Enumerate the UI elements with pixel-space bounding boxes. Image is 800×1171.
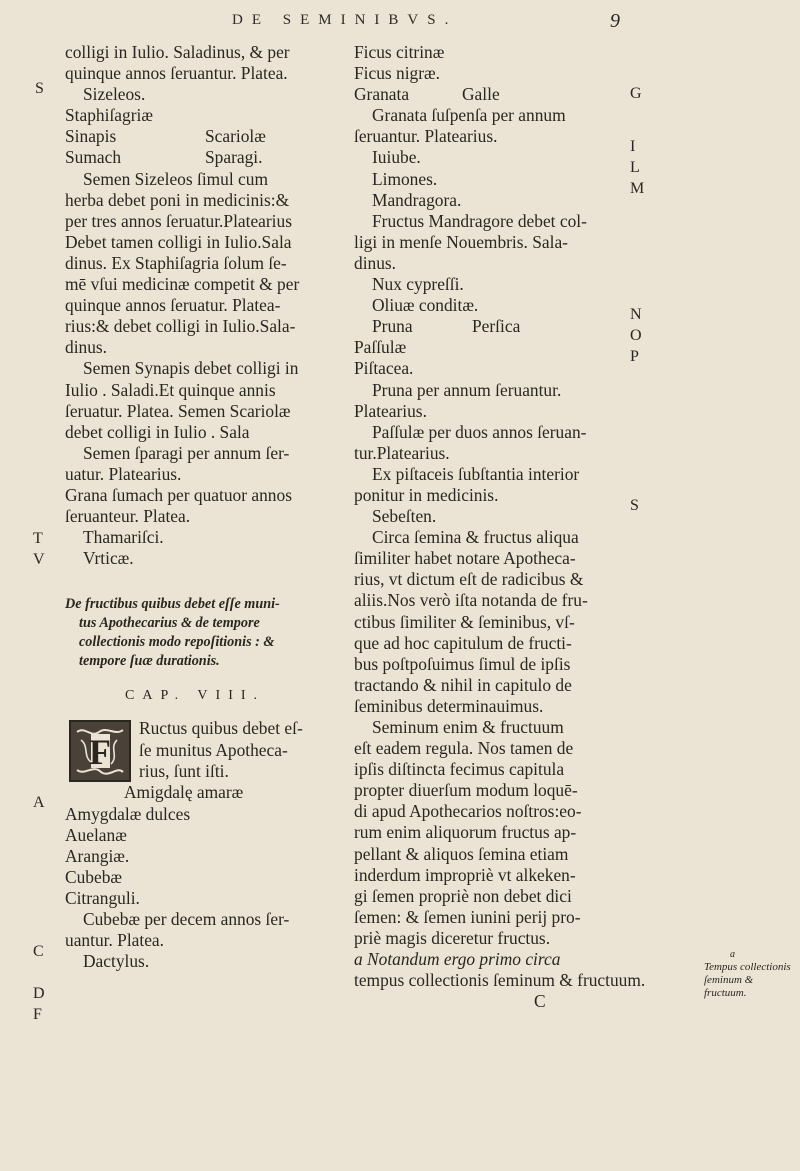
- margin-letter: P: [630, 348, 639, 365]
- text-line: tempus collectionis ſeminum & fructuum.: [354, 970, 646, 991]
- text-line: pellant & aliquos ſemina etiam: [354, 843, 569, 864]
- decorated-initial-art: [71, 722, 129, 780]
- text-line: ligi in menſe Nouembris. Sala-: [354, 231, 568, 252]
- margin-note-text: Tempus collectionis ſeminum & fructuum.: [704, 961, 791, 999]
- text-line: [65, 126, 337, 147]
- text-line: Ex piſtaceis ſubſtantia interior: [372, 463, 580, 484]
- text-line: Auelanæ: [65, 824, 127, 845]
- text-line: Fructus Mandragore debet col-: [372, 210, 587, 231]
- text-line: eſt eadem regula. Nos tamen de: [354, 738, 574, 759]
- chapter-heading-line: De fructibus quibus debet eſſe muni-: [65, 596, 280, 613]
- text-line: dinus.: [354, 252, 397, 273]
- text-line: ipſis diſtincta fecimus capitula: [354, 759, 565, 780]
- text-line: uantur. Platea.: [65, 930, 165, 951]
- margin-letter: I: [630, 138, 636, 155]
- text-line: rius:& debet colligi in Iulio.Sala-: [65, 316, 296, 337]
- text-line: [354, 84, 624, 105]
- text-line: a Notandum ergo primo circa: [354, 949, 561, 970]
- text-line: Citranguli.: [65, 887, 140, 908]
- text-line: debet colligi in Iulio . Sala: [65, 421, 250, 442]
- margin-letter: G: [630, 85, 642, 102]
- text-line: Sizeleos.: [83, 84, 146, 105]
- text-line: Circa ſemina & fructus aliqua: [372, 527, 579, 548]
- text-line: Ructus quibus debet eſ-: [139, 718, 303, 739]
- margin-letter: F: [33, 1006, 42, 1023]
- text-line: Ficus nigræ.: [354, 63, 440, 84]
- text-line: Cubebæ per decem annos ſer-: [83, 909, 290, 929]
- text-line: Sebeſten.: [372, 506, 437, 527]
- text-line: Amygdalæ dulces: [65, 803, 191, 824]
- text-line: ctibus ſimiliter & ſeminibus, vſ-: [354, 611, 575, 632]
- text-line: Vrticæ.: [83, 548, 134, 569]
- chapter-heading-line: collectionis modo repoſitionis : &: [79, 634, 275, 651]
- margin-letter: S: [35, 80, 44, 97]
- margin-letter: M: [630, 180, 645, 197]
- text-line: Limones.: [372, 168, 438, 189]
- text-line: Platearius.: [354, 400, 427, 421]
- text-line: rius, vt dictum eſt de radicibus &: [354, 569, 584, 590]
- text-line: Paſſulæ per duos annos ſeruan-: [372, 421, 587, 442]
- text-line: Pruna per annum ſeruantur.: [372, 379, 562, 400]
- margin-letter: T: [33, 530, 43, 547]
- list-item: Pruna: [372, 316, 413, 337]
- text-line: bus poſtpoſuimus ſimul de ipſis: [354, 653, 571, 674]
- text-line: Ficus citrinæ: [354, 42, 445, 62]
- text-line: priè magis diceretur fructus.: [354, 927, 551, 948]
- text-line: Iulio . Saladi.Et quinque annis: [65, 379, 276, 400]
- margin-letter: N: [630, 306, 642, 323]
- text-line: ſe munitus Apotheca-: [139, 739, 288, 760]
- chapter-body: [65, 718, 337, 972]
- margin-note-mark: a: [730, 949, 735, 960]
- text-line: per tres annos ſeruatur.Platearius: [65, 210, 292, 231]
- text-line: uatur. Platearius.: [65, 463, 182, 484]
- text-line: tractando & nihil in capitulo de: [354, 674, 572, 695]
- margin-letter: D: [33, 985, 45, 1002]
- margin-letter: A: [33, 794, 45, 811]
- text-line: Arangiæ.: [65, 845, 130, 866]
- text-line: gi ſemen propriè non debet dici: [354, 885, 572, 906]
- list-item: Sinapis: [65, 126, 117, 147]
- text-line: ſeruanteur. Platea.: [65, 506, 191, 527]
- text-line: tur.Platearius.: [354, 442, 450, 463]
- text-line: mē vſui medicinæ competit & per: [65, 274, 300, 295]
- margin-letter: C: [33, 943, 44, 960]
- initial-letter: F: [89, 732, 111, 773]
- text-line: Piſtacea.: [354, 358, 414, 379]
- right-column: [354, 42, 646, 1012]
- margin-letter: S: [630, 497, 639, 514]
- text-line: rius, ſunt iſti.: [139, 760, 229, 781]
- text-line: dinus.: [65, 337, 108, 358]
- catchword: C: [534, 991, 546, 1012]
- left-column: [65, 42, 337, 972]
- margin-letter: O: [630, 327, 642, 344]
- text-line: Nux cypreſſi.: [372, 274, 464, 295]
- text-line: aliis.Nos verò iſta notanda de fru-: [354, 590, 588, 611]
- text-line: Paſſulæ: [354, 337, 407, 358]
- text-line: Seminum enim & fructuum: [372, 717, 564, 737]
- text-line: colligi in Iulio. Saladinus, & per: [65, 42, 290, 62]
- list-item: Granata: [354, 84, 410, 105]
- decorated-initial: [69, 720, 131, 782]
- page-number: 9: [610, 10, 620, 32]
- margin-note: [704, 948, 794, 1000]
- running-head: DE SEMINIBVS.: [232, 12, 458, 28]
- text-line: ſeminibus determinauimus.: [354, 695, 544, 716]
- page-header: [0, 10, 800, 36]
- text-line: ponitur in medicinis.: [354, 484, 499, 505]
- text-line: que ad hoc capitulum de fructi-: [354, 632, 572, 653]
- text-line: Semen ſparagi per annum ſer-: [83, 442, 290, 463]
- chapter-label: CAP. VIII.: [125, 688, 266, 704]
- text-line: ſimiliter habet notare Apotheca-: [354, 548, 576, 569]
- margin-letter: L: [630, 159, 640, 176]
- chapter-heading-line: tempore ſuæ durationis.: [79, 653, 220, 670]
- list-item: Perſica: [472, 316, 521, 337]
- text-line: Debet tamen colligi in Iulio.Sala: [65, 231, 292, 252]
- text-line: Thamariſci.: [83, 527, 164, 548]
- text-line: Granata ſuſpenſa per annum: [372, 105, 566, 126]
- list-item: Scariolæ: [205, 126, 266, 147]
- text-line: Oliuæ conditæ.: [372, 295, 479, 316]
- text-line: Amigdalę amaræ: [124, 782, 244, 803]
- margin-letter: V: [33, 551, 45, 568]
- text-line: Dactylus.: [83, 951, 150, 972]
- text-line: Cubebæ: [65, 866, 123, 887]
- text-line: propter diuerſum modum loquē-: [354, 780, 578, 801]
- text-line: Staphiſagriæ: [65, 105, 153, 126]
- chapter-heading-line: tus Apothecarius & de tempore: [79, 615, 260, 632]
- list-item: Sparagi.: [205, 147, 263, 168]
- text-line: quinque annos ſeruatur. Platea-: [65, 295, 281, 316]
- text-line: di apud Apothecarios noſtros:eo-: [354, 801, 582, 822]
- text-line: ſemen: & ſemen iunini perij pro-: [354, 906, 581, 927]
- text-line: [354, 316, 624, 337]
- text-line: Mandragora.: [372, 189, 462, 210]
- list-item: Galle: [462, 84, 500, 105]
- text-line: Semen Synapis debet colligi in: [83, 358, 299, 379]
- text-line: [65, 147, 337, 168]
- text-line: rum enim aliquorum fructus ap-: [354, 822, 577, 843]
- text-line: herba debet poni in medicinis:&: [65, 189, 290, 210]
- text-line: inderdum impropriè vt alkeken-: [354, 864, 576, 885]
- list-item: Sumach: [65, 147, 122, 168]
- text-line: dinus. Ex Staphiſagria ſolum ſe-: [65, 252, 287, 273]
- text-line: Iuiube.: [372, 147, 421, 168]
- text-line: ſeruantur. Platearius.: [354, 126, 498, 147]
- text-line: Semen Sizeleos ſimul cum: [83, 168, 268, 189]
- text-line: quinque annos ſeruantur. Platea.: [65, 63, 288, 84]
- text-line: ſeruatur. Platea. Semen Scariolæ: [65, 400, 291, 421]
- text-line: Grana ſumach per quatuor annos: [65, 484, 292, 505]
